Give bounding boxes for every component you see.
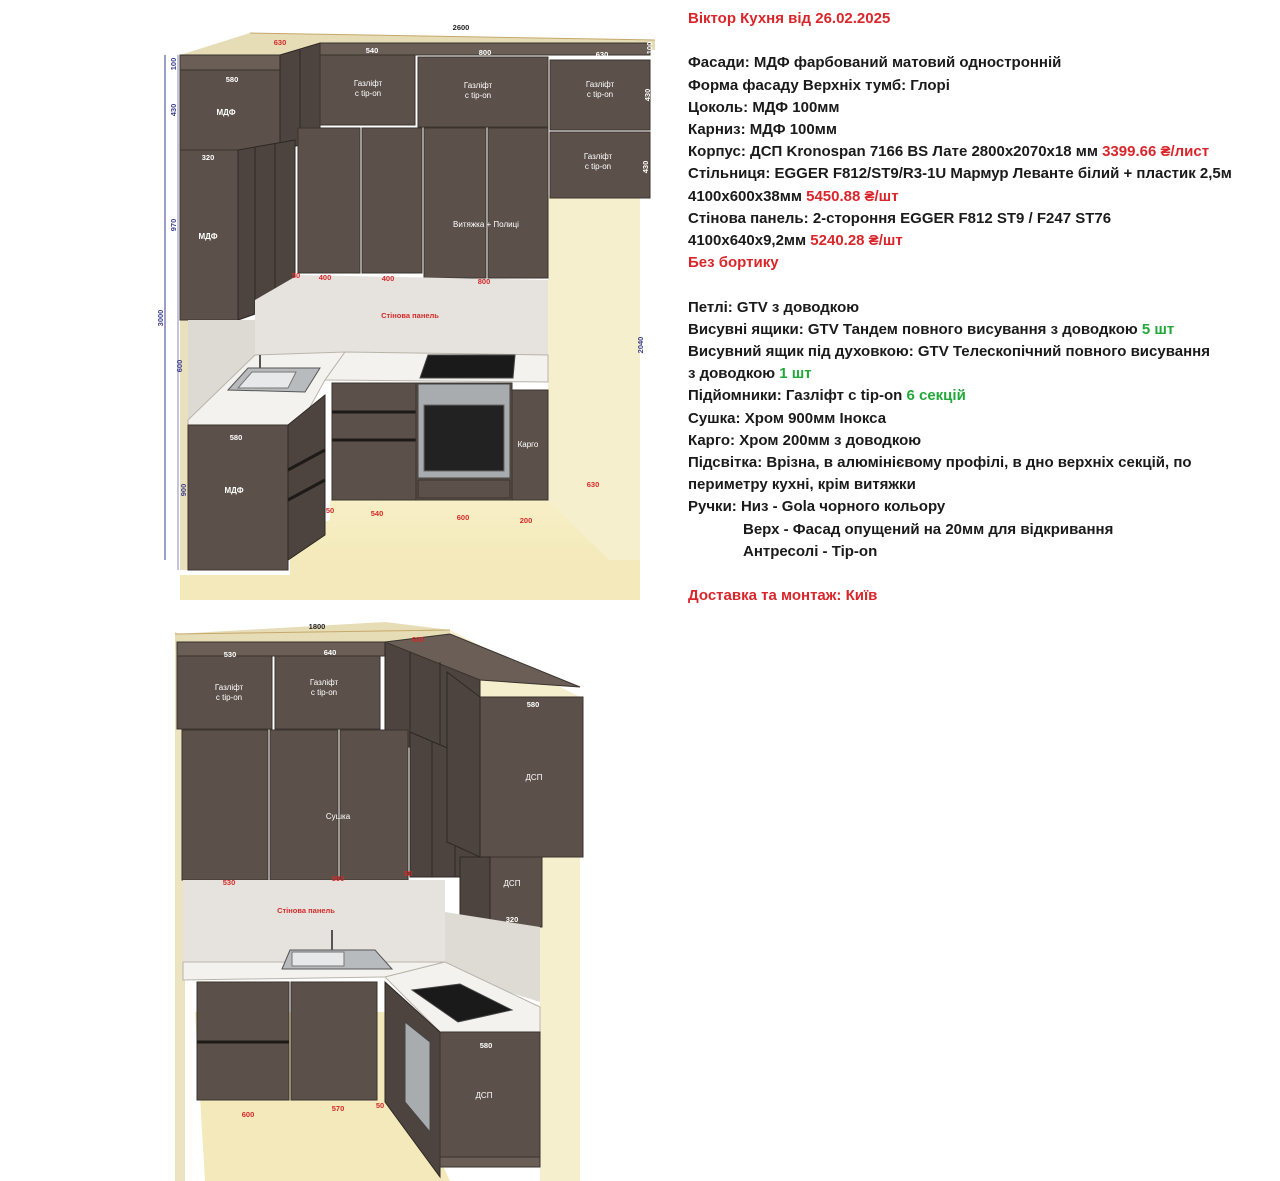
dim-top-530-2: 530 bbox=[223, 650, 237, 659]
label-tipon-3: с tip-on bbox=[586, 90, 614, 99]
label-gaslift-2: Газліфт bbox=[463, 81, 493, 90]
spec-title: Віктор Кухня від 26.02.2025 bbox=[688, 10, 891, 27]
dim-right-2040: 2040 bbox=[636, 336, 645, 354]
dim-bot-200: 200 bbox=[519, 516, 533, 525]
dim-320: 320 bbox=[201, 153, 215, 162]
label-tipon-2: с tip-on bbox=[464, 91, 492, 100]
label-gaslift-4: Газліфт bbox=[583, 152, 613, 161]
spec-cornice: Карниз: МДФ 100мм bbox=[688, 121, 837, 138]
spec-carcass-price: 3399.66 ₴/лист bbox=[1102, 143, 1210, 161]
spec-drawers-line bbox=[688, 319, 1274, 341]
label-mdf-lower: МДФ bbox=[224, 486, 244, 495]
dim-side-600: 600 bbox=[175, 359, 184, 373]
dim-bot-50-2: 50 bbox=[375, 1101, 385, 1110]
plinth-2 bbox=[440, 1157, 540, 1167]
spec-panel bbox=[688, 8, 1274, 607]
dim-total-width: 2600 bbox=[452, 23, 470, 32]
spec-oven-drawer-line bbox=[688, 363, 1274, 385]
label-tipon-2a: с tip-on bbox=[215, 693, 243, 702]
spec-lighting-1: Підсвітка: Врізна, в алюмінієвому профілі, в дно верхніх секцій, по bbox=[688, 454, 1192, 472]
spec-handles-3: Антресолі - Tip-on bbox=[743, 542, 878, 560]
spec-countertop-1: Стільниця: EGGER F812/ST9/R3-1U Мармур Леванте білий + пластик 2,5м bbox=[688, 165, 1232, 183]
dim-bot-50: 50 bbox=[325, 506, 335, 515]
spec-carcass: Корпус: ДСП Kronospan 7166 BS Лате 2800х2070х18 мм bbox=[688, 143, 1103, 161]
label-dsp-lower: ДСП bbox=[475, 1091, 493, 1100]
spec-facade-shape: Форма фасаду Верхніх тумб: Глорі bbox=[688, 76, 950, 94]
sink-bowl-2 bbox=[292, 952, 344, 966]
label-dsp-small: ДСП bbox=[503, 879, 521, 888]
spec-cargo: Карго: Хром 200мм з доводкою bbox=[688, 431, 922, 449]
spec-lifts-line bbox=[688, 385, 1274, 407]
cornice-strip-2 bbox=[177, 642, 385, 656]
dim-bot-600: 600 bbox=[456, 513, 470, 522]
dim-bot-540: 540 bbox=[370, 509, 384, 518]
label-gaslift-2b: Газліфт bbox=[309, 678, 339, 687]
label-gaslift-2a: Газліфт bbox=[214, 683, 244, 692]
upper-cab-2b bbox=[270, 730, 338, 880]
oven-window bbox=[424, 405, 504, 471]
label-dryer: Сушка bbox=[325, 812, 351, 821]
kitchen-render-top bbox=[0, 0, 680, 600]
label-mdf-upper: МДФ bbox=[216, 108, 236, 117]
spec-handles-2: Верх - Фасад опущений на 20мм для відкривання bbox=[743, 520, 1114, 538]
spec-hinges: Петлі: GTV з доводкою bbox=[688, 298, 860, 316]
cooktop bbox=[420, 355, 515, 378]
spec-spacer bbox=[688, 30, 1274, 52]
dim-580b: 580 bbox=[229, 433, 243, 442]
label-mdf-tall: МДФ bbox=[198, 232, 218, 241]
dim-top-800: 800 bbox=[478, 48, 492, 57]
dim-580a: 580 bbox=[225, 75, 239, 84]
label-gaslift-3: Газліфт bbox=[585, 80, 615, 89]
dim-right-430b: 430 bbox=[641, 160, 650, 174]
dim-mid-50-2: 50 bbox=[403, 869, 413, 878]
spec-lifts: Підйомники: Газліфт с tip-on bbox=[688, 387, 907, 405]
left-mezzanine-cornice bbox=[180, 55, 280, 70]
dim-right-100: 100 bbox=[645, 41, 654, 55]
oven-drawer bbox=[418, 480, 510, 498]
spec-wall-panel-1: Стінова панель: 2-стороння EGGER F812 ST9 / F247 ST76 bbox=[688, 209, 1112, 227]
dim-top-630b: 630 bbox=[595, 50, 609, 59]
lower-cab-2b bbox=[291, 982, 377, 1100]
spec-drawers-qty: 5 шт bbox=[1141, 320, 1175, 338]
spec-countertop-line bbox=[688, 186, 1274, 208]
spec-countertop-2: 4100х600х38мм bbox=[688, 187, 807, 205]
spec-handles-1: Ручки: Низ - Gola чорного кольору bbox=[688, 498, 946, 516]
tall-right-side bbox=[447, 672, 480, 857]
dim-side-3000: 3000 bbox=[156, 309, 165, 327]
spec-carcass-line bbox=[688, 141, 1274, 163]
spec-plinth: Цоколь: МДФ 100мм bbox=[688, 98, 840, 116]
dim-side-970: 970 bbox=[169, 218, 178, 232]
label-hood: Витяжка + Полиці bbox=[453, 220, 519, 229]
spec-lifts-qty: 6 секцій bbox=[906, 387, 966, 405]
dim-top-630-2: 630 bbox=[411, 635, 425, 644]
dim-580b-2: 580 bbox=[479, 1041, 493, 1050]
dim-mid-800-2: 800 bbox=[331, 874, 345, 883]
label-tipon-4: с tip-on bbox=[584, 162, 612, 171]
spec-wall-panel-price: 5240.28 ₴/шт bbox=[810, 232, 903, 250]
dim-total-width-2: 1800 bbox=[308, 622, 326, 631]
dim-top-640-2: 640 bbox=[323, 648, 337, 657]
dim-bot-630: 630 bbox=[586, 480, 600, 489]
label-tipon-2b: с tip-on bbox=[310, 688, 338, 697]
spec-dryer: Сушка: Хром 900мм Інокса bbox=[688, 409, 887, 427]
dim-top-630: 630 bbox=[273, 38, 287, 47]
label-wall-panel: Стінова панель bbox=[381, 311, 439, 320]
upper-cab-2a bbox=[182, 730, 268, 880]
spec-oven-drawer-qty: 1 шт bbox=[779, 365, 812, 383]
spec-oven-drawer-1: Висувний ящик під духовкою: GTV Телескопічний повного висування bbox=[688, 343, 1210, 361]
lower-left-cabinet bbox=[188, 425, 288, 570]
dim-side-900: 900 bbox=[179, 483, 188, 497]
spec-delivery: Доставка та монтаж: Київ bbox=[688, 587, 878, 605]
dim-bot-600-2: 600 bbox=[241, 1110, 255, 1119]
dim-mid-50: 50 bbox=[291, 271, 301, 280]
dim-mid-400a: 400 bbox=[318, 273, 332, 282]
spec-drawers: Висувні ящики: GTV Тандем повного висування з доводкою bbox=[688, 320, 1142, 338]
label-tipon-1: с tip-on bbox=[354, 89, 382, 98]
dim-top-540: 540 bbox=[365, 46, 379, 55]
dim-right-430a: 430 bbox=[643, 88, 652, 102]
dim-side-430: 430 bbox=[169, 103, 178, 117]
spec-oven-drawer-2: з доводкою bbox=[688, 365, 780, 383]
spec-spacer bbox=[688, 274, 1274, 296]
spec-countertop-price: 5450.88 ₴/шт bbox=[806, 187, 899, 205]
upper-cab-hood-2 bbox=[488, 128, 548, 278]
upper-cab-2 bbox=[362, 128, 422, 273]
spec-wall-panel-line bbox=[688, 230, 1274, 252]
upper-cab-2c bbox=[340, 730, 408, 880]
dim-mid-400b: 400 bbox=[381, 274, 395, 283]
kitchen-render-bottom bbox=[0, 612, 680, 1181]
dim-bot-570-2: 570 bbox=[331, 1104, 345, 1113]
label-wall-panel-2: Стінова панель bbox=[277, 906, 335, 915]
dim-320-2: 320 bbox=[505, 915, 519, 924]
dim-mid-800: 800 bbox=[477, 277, 491, 286]
dim-side-100: 100 bbox=[169, 57, 178, 71]
spec-wall-panel-2: 4100х640х9,2мм bbox=[688, 232, 811, 250]
spec-no-edge: Без бортику bbox=[688, 254, 779, 272]
spec-spacer bbox=[688, 563, 1274, 585]
spec-facades: Фасади: МДФ фарбований матовий одностронній bbox=[688, 54, 1062, 72]
upper-cab-hood-1 bbox=[424, 128, 486, 278]
spec-lighting-2: периметру кухні, крім витяжки bbox=[688, 476, 916, 494]
dim-580a-2: 580 bbox=[526, 700, 540, 709]
label-gaslift-1: Газліфт bbox=[353, 79, 383, 88]
label-cargo: Карго bbox=[517, 440, 539, 449]
label-dsp-tall: ДСП bbox=[525, 773, 543, 782]
dim-mid-530-2: 530 bbox=[222, 878, 236, 887]
upper-cab-1 bbox=[298, 128, 360, 273]
